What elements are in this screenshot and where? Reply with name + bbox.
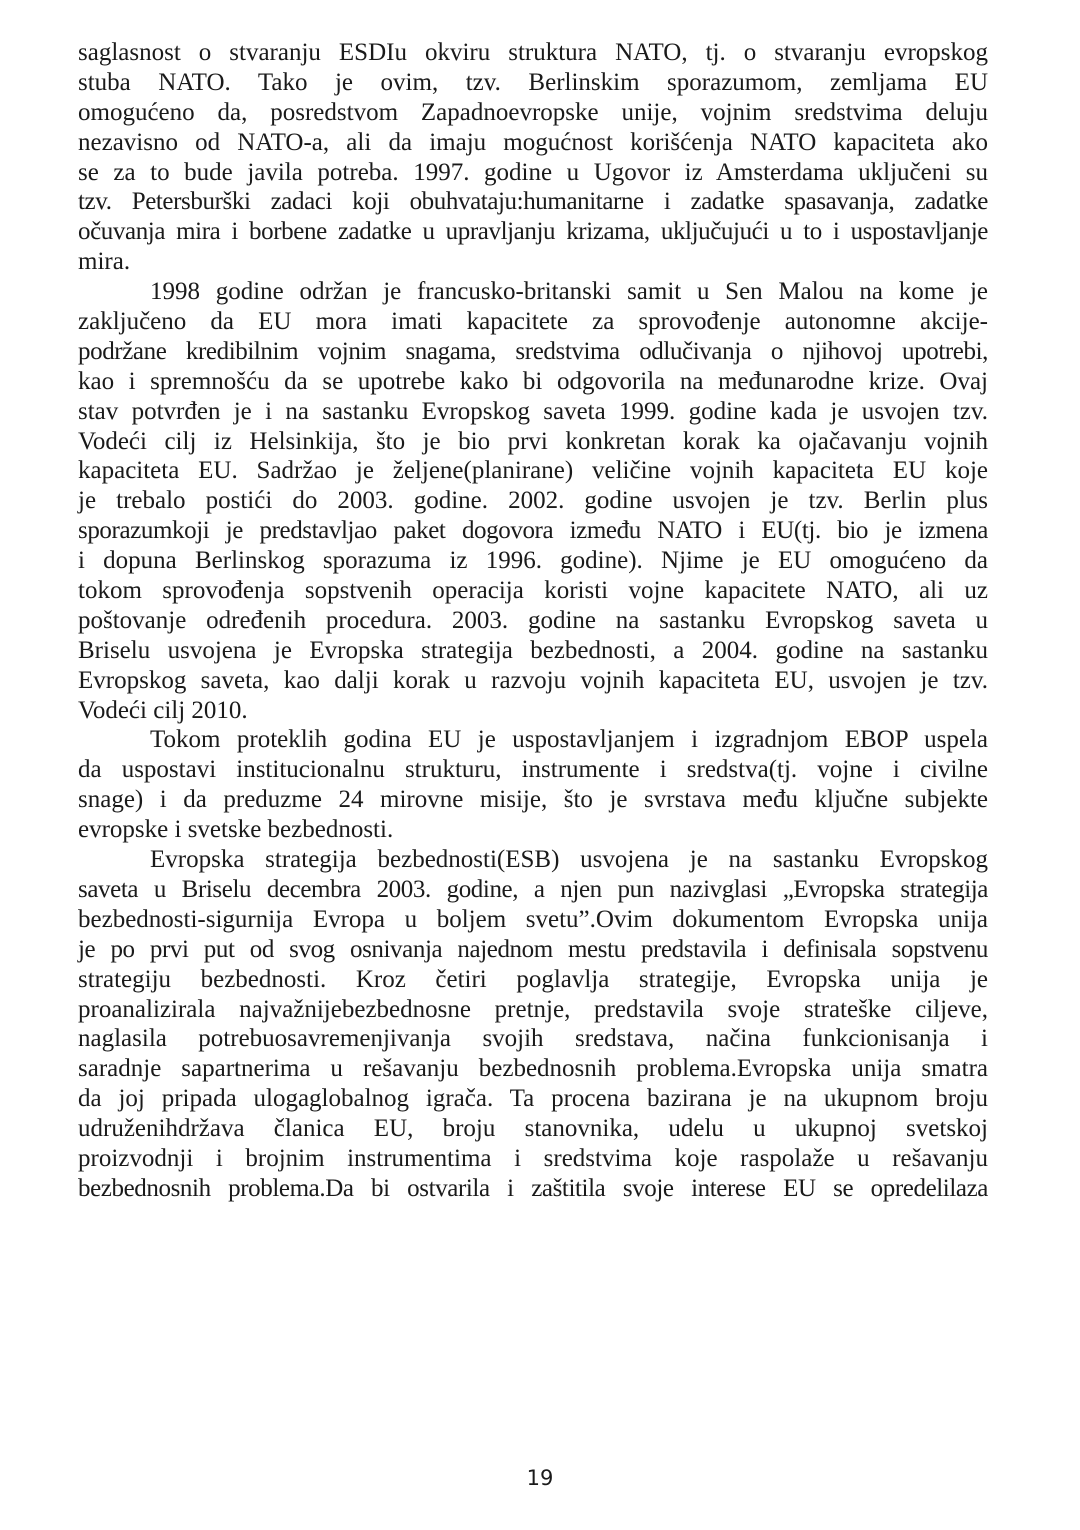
text-line: saveta u Briselu decembra 2003. godine, a njen pun nazivglasi „Evropska strategija bbox=[78, 875, 988, 903]
text-line: da uspostavi institucionalnu strukturu, instrumente i sredstva(tj. vojne i civilne bbox=[78, 756, 988, 784]
text-line: saglasnost o stvaranju ESDIu okviru struktura NATO, tj. o stvaranju evropskog bbox=[78, 39, 988, 66]
text-line: sporazumkoji je predstavljao paket dogovora između NATO i EU(tj. bio je izmena bbox=[78, 517, 988, 545]
text-line: je po prvi put od svog osnivanja najednom mestu predstavila i definisala sopstvenu bbox=[78, 935, 988, 963]
text-line: strategiju bezbednosti. Kroz četiri poglavlja strategije, Evropska unija je bbox=[78, 965, 988, 993]
text-line: mira. bbox=[78, 248, 131, 276]
text-line: Vodeći cilj iz Helsinkija, što je bio prvi konkretan korak ka ojačavanju vojnih bbox=[78, 427, 988, 455]
paragraph-2 bbox=[78, 277, 988, 725]
text-line: podržane kredibilnim vojnim snagama, sredstvima odlučivanja o njihovoj upotrebi, bbox=[78, 337, 988, 365]
text-line: je trebalo postići do 2003. godine. 2002. godine usvojen je tzv. Berlin plus bbox=[78, 487, 988, 515]
text-line: saradnje sapartnerima u rešavanju bezbednosnih problema.Evropska unija smatra bbox=[78, 1055, 988, 1083]
text-line: snage) i da preduzme 24 mirovne misije, što je svrstava među ključne subjekte bbox=[78, 786, 988, 814]
text-line: kapaciteta EU. Sadržao je željene(planirane) veličine vojnih kapaciteta EU koje bbox=[78, 457, 988, 485]
text-line: 1998 godine održan je francusko-britanski samit u Sen Malou na kome je bbox=[150, 278, 988, 306]
text-line: i dopuna Berlinskog sporazuma iz 1996. godine). Njime je EU omogućeno da bbox=[78, 547, 988, 575]
text-line: poštovanje određenih procedura. 2003. godine na sastanku Evropskog saveta u bbox=[78, 606, 988, 634]
text-line: zaključeno da EU mora imati kapacitete za sprovođenje autonomne akcije- bbox=[78, 308, 988, 336]
text-line: omogućeno da, posredstvom Zapadnoevropske unije, vojnim sredstvima deluju bbox=[78, 98, 988, 126]
document-body bbox=[78, 38, 988, 1204]
text-line: udruženihdržava članica EU, broju stanovnika, udelu u ukupnoj svetskoj bbox=[78, 1115, 988, 1143]
text-line: Evropskog saveta, kao dalji korak u razvoju vojnih kapaciteta EU, usvojen je tzv. bbox=[78, 666, 988, 694]
text-line: proanalizirala najvažnijebezbednosne pretnje, predstavila svoje strateške ciljeve, bbox=[78, 995, 988, 1023]
text-line: kao i spremnošću da se upotrebe kako bi odgovorila na međunarodne krize. Ovaj bbox=[78, 367, 988, 395]
text-line: Briselu usvojena je Evropska strategija bezbednosti, a 2004. godine na sastanku bbox=[78, 636, 988, 664]
paragraph-4 bbox=[78, 845, 988, 1204]
text-line: tzv. Petersburški zadaci koji obuhvataju:humanitarne i zadatke spasavanja, zadatke bbox=[78, 188, 988, 216]
text-line: bezbednosnih problema.Da bi ostvarila i zaštitila svoje interese EU se opredelilaza bbox=[78, 1174, 988, 1202]
text-line: stuba NATO. Tako je ovim, tzv. Berlinskim sporazumom, zemljama EU bbox=[78, 68, 988, 96]
text-line: Vodeći cilj 2010. bbox=[78, 696, 248, 724]
text-line: Evropska strategija bezbednosti(ESB) usvojena je na sastanku Evropskog bbox=[150, 846, 988, 874]
text-line: proizvodnji i brojnim instrumentima i sredstvima koje raspolaže u rešavanju bbox=[78, 1144, 988, 1172]
text-line: evropske i svetske bezbednosti. bbox=[78, 816, 394, 844]
text-line: naglasila potrebuosavremenjivanja svojih sredstava, načina funkcionisanja i bbox=[78, 1025, 988, 1053]
text-line: stav potvrđen je i na sastanku Evropskog saveta 1999. godine kada je usvojen tzv. bbox=[78, 397, 988, 425]
text-line: nezavisno od NATO-a, ali da imaju mogućnost korišćenja NATO kapaciteta ako bbox=[78, 128, 988, 156]
text-line: se za to bude javila potreba. 1997. godine u Ugovor iz Amsterdama uključeni su bbox=[78, 158, 988, 186]
paragraph-3 bbox=[78, 725, 988, 845]
text-line: da joj pripada ulogaglobalnog igrača. Ta procena bazirana je na ukupnom broju bbox=[78, 1085, 988, 1113]
text-line: očuvanja mira i borbene zadatke u upravljanju krizama, uključujući u to i uspostavljanje bbox=[78, 218, 988, 246]
text-line: bezbednosti-sigurnija Evropa u boljem svetu”.Ovim dokumentom Evropska unija bbox=[78, 905, 988, 933]
paragraph-1 bbox=[78, 38, 988, 277]
page-number: 19 bbox=[526, 1466, 554, 1490]
text-line: Tokom proteklih godina EU je uspostavljanjem i izgradnjom EBOP uspela bbox=[150, 726, 988, 754]
text-line: tokom sprovođenja sopstvenih operacija koristi vojne kapacitete NATO, ali uz bbox=[78, 577, 988, 605]
